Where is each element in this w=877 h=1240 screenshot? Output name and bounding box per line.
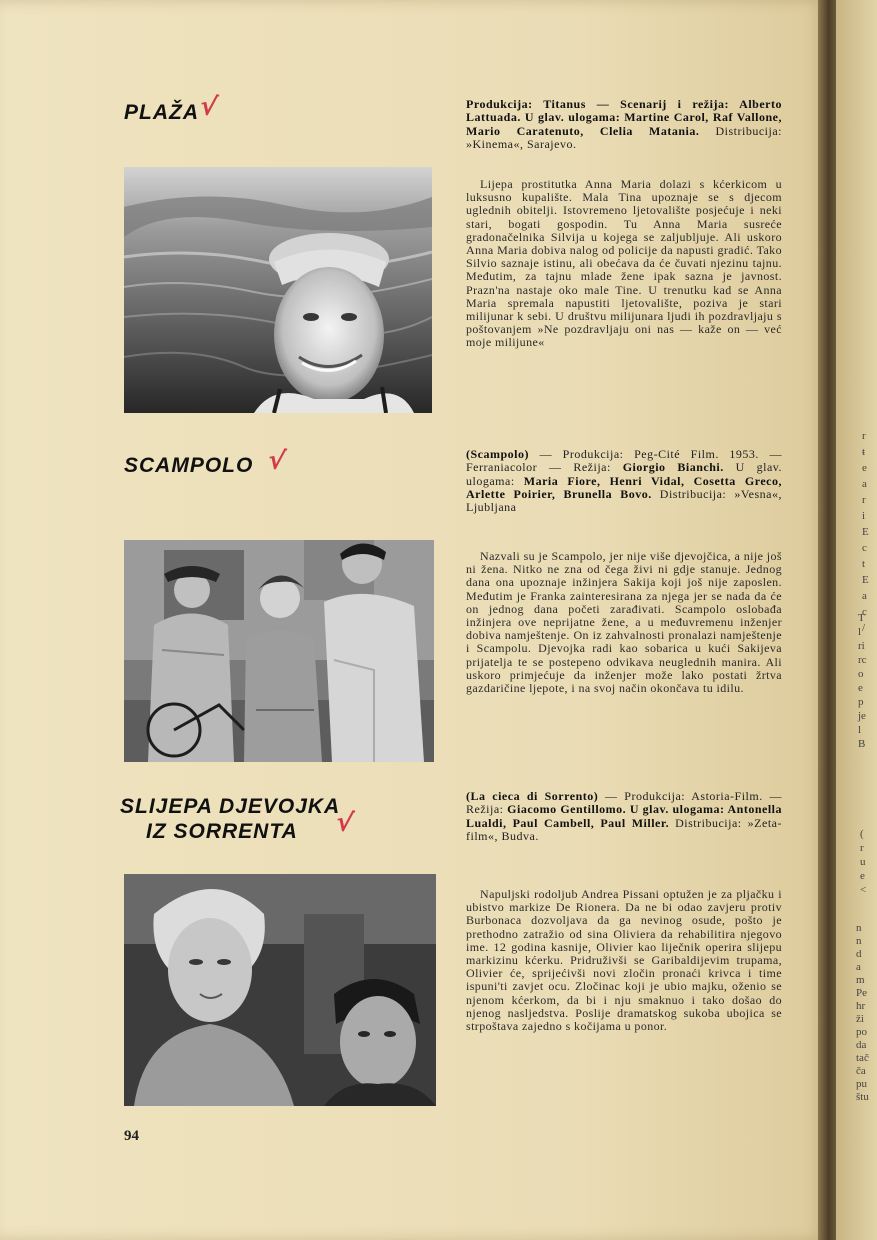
adjacent-page-glyph: hr [856,1000,866,1012]
adjacent-page-glyph: rc [858,654,867,666]
adjacent-page-glyph: r [862,430,866,442]
adjacent-page-glyph: d [856,948,862,960]
adjacent-page-glyph: ( [860,828,864,840]
page-number: 94 [124,1128,139,1144]
adjacent-page-glyph: a [862,478,867,490]
adjacent-page-glyph: m [856,974,865,986]
adjacent-page-glyph: r [862,494,866,506]
adjacent-page-glyph: ži [856,1013,864,1025]
adjacent-page-glyph: štu [856,1091,869,1103]
adjacent-page-glyph: Pe [856,987,867,999]
adjacent-page-glyph: i [862,510,866,522]
adjacent-page-glyph: u [860,856,866,868]
film-still-slijepa-djevojka [124,874,436,1106]
adjacent-page-glyph: e [862,462,867,474]
check-mark-icon: √ [265,444,288,478]
adjacent-page-glyph: po [856,1026,867,1038]
adjacent-page-glyph: E [862,574,869,586]
adjacent-page-glyph: a [856,961,861,973]
film-title-slijepa-djevojka: SLIJEPA DJEVOJKA IZ SORRENTA [120,795,341,843]
film-synopsis-scampolo: Nazvali su je Scampolo, jer nije više djevojčica, a nije još ni žena. Nitko ne zna od čega živi ni gdje stanuje. Jednog dana ona upoznaje inžinjera Sakija koji još nije zaposlen. Međutim je Franka zainteresirana za njega jer se nada da će on jednog dana početi zarađivati. Scampolo oslobađa inžinjera ove neprijatne žene, a u međuvremenu inženjer dobiva namještenje. On iz zahvalnosti pronalazi namještenje i Scampolu. Djevojka radi kao sobarica u kući Sakijeva prijatelja te se postepeno odvikava neuglednih manira. Ali uskoro primjećuje da inženjer može lako postati žrtva gazdaričine ljepote, i na svoj način okončava tu idilu. [466,549,782,696]
adjacent-page-glyph: c [862,542,867,554]
adjacent-page-glyph: da [856,1039,867,1051]
adjacent-page-glyph: n [856,935,862,947]
adjacent-page-glyph: / [862,622,866,634]
adjacent-page-glyph: a [862,590,867,602]
film-synopsis-plaza: Lijepa prostitutka Anna Maria dolazi s kćerkicom u luksusno kupalište. Mala Tina upoznaje se s djecom uglednih obitelji. Istovremeno ljetovalište posjećuje i neki stari, bogati gospodin. Tu Anna Maria susreće gradonačelnika Silvija u kojega se zaljubljuje. Ali uskoro Anna Maria dobiva nalog od policije da napusti gradić. Tako Silvio saznaje istinu, ali obećava da će čuvati njezinu tajnu. Međutim, za tajnu mlade žene ipak sazna je javnost. Prazn'na nastaje oko male Tine. U trenutku kad se Anna Maria spremala napustiti ljetovalište, poziva je stari milijunar k sebi. U društvu milijunara ljudi ih pozdravljaju s poštovanjem »Ne pozdravljaju oni nas — kaže on — već moje milijune« [466,177,782,350]
adjacent-page-glyph: ri [858,640,865,652]
adjacent-page-glyph: n [856,922,862,934]
adjacent-page-glyph: T [858,612,865,624]
adjacent-page-glyph: tač [856,1052,869,1064]
adjacent-page-glyph: r [860,842,864,854]
adjacent-page-glyph: < [860,884,867,896]
film-title-scampolo: SCAMPOLO [124,454,254,477]
adjacent-page-glyph: p [858,696,864,708]
adjacent-page-glyph: ŧ [862,446,866,458]
adjacent-page-glyph: l [858,724,862,736]
check-mark-icon: √ [333,806,356,840]
check-mark-icon: √ [197,90,220,124]
film-credits-scampolo: (Scampolo) — Produkcija: Peg-Cité Film. 1953. — Ferraniacolor — Režija: Giorgio Bianchi. U glav. ulogama: Maria Fiore, Henri Vidal, Cosetta Greco, Arlette Poirier, Brunella Bovo. Distribucija: »Vesna«, Ljubljana [466,447,782,515]
film-credits-slijepa-djevojka: (La ciеca di Sorrento) — Produkcija: Astoria-Film. — Režija: Giacomo Gentillomo. U glav. ulogama: Antonella Lualdi, Paul Cambell, Paul Miller. Distribucija: »Zeta-film«, Budva. [466,789,783,843]
adjacent-page-glyph: ča [856,1065,866,1077]
adjacent-page-glyph: B [858,738,866,750]
film-credits-plaza: Produkcija: Titanus — Scenarij i režija: Alberto Lattuada. U glav. ulogama: Martine Carol, Raf Vallone, Mario Caratenuto, Clelia Matania. Distribucija: »Kinema«, Sarajevo. [466,97,782,151]
film-title-plaza: PLAŽA [124,101,199,124]
book-gutter [818,0,836,1240]
adjacent-page-glyph: E [862,526,869,538]
adjacent-page-glyph: c [862,606,867,618]
film-still-plaza [124,167,432,413]
film-synopsis-slijepa-djevojka: Napuljski rodoljub Andrea Pissani optužen je za pljačku i ubistvo markize De Rionera. Da ne bi odao zavjeru protiv Burbonaca dozvoljava da ga nevinog osude, pošto je prethodno zatražio od sina Oliviera da rehabilitira njegovo ime. 12 godina kasnije, Olivier kao liječnik operira slijepu markizinu kćerku. Pridruživši se Garibaldijevim trupama, Olivier će, sprijećivši novi zločin pronaći krivca i time ispuni'ti zavjet ocu. Zločinac koji je ubio majku, oženio se njenom kćerkom, da bi i nju smaknuo i tako došao do njenog nasljedstva. Poslije dramatskog sukoba ubojica se strpoštava zajedno s kočijama u ponor. [466,887,782,1034]
adjacent-page-glyph: t [862,558,866,570]
adjacent-page-glyph: l [858,626,862,638]
adjacent-page-glyph: o [858,668,864,680]
adjacent-page-glyph: je [858,710,866,722]
adjacent-page-glyph: e [858,682,863,694]
film-still-scampolo [124,540,434,762]
adjacent-page-glyph: e [860,870,865,882]
adjacent-page-glyph: pu [856,1078,867,1090]
